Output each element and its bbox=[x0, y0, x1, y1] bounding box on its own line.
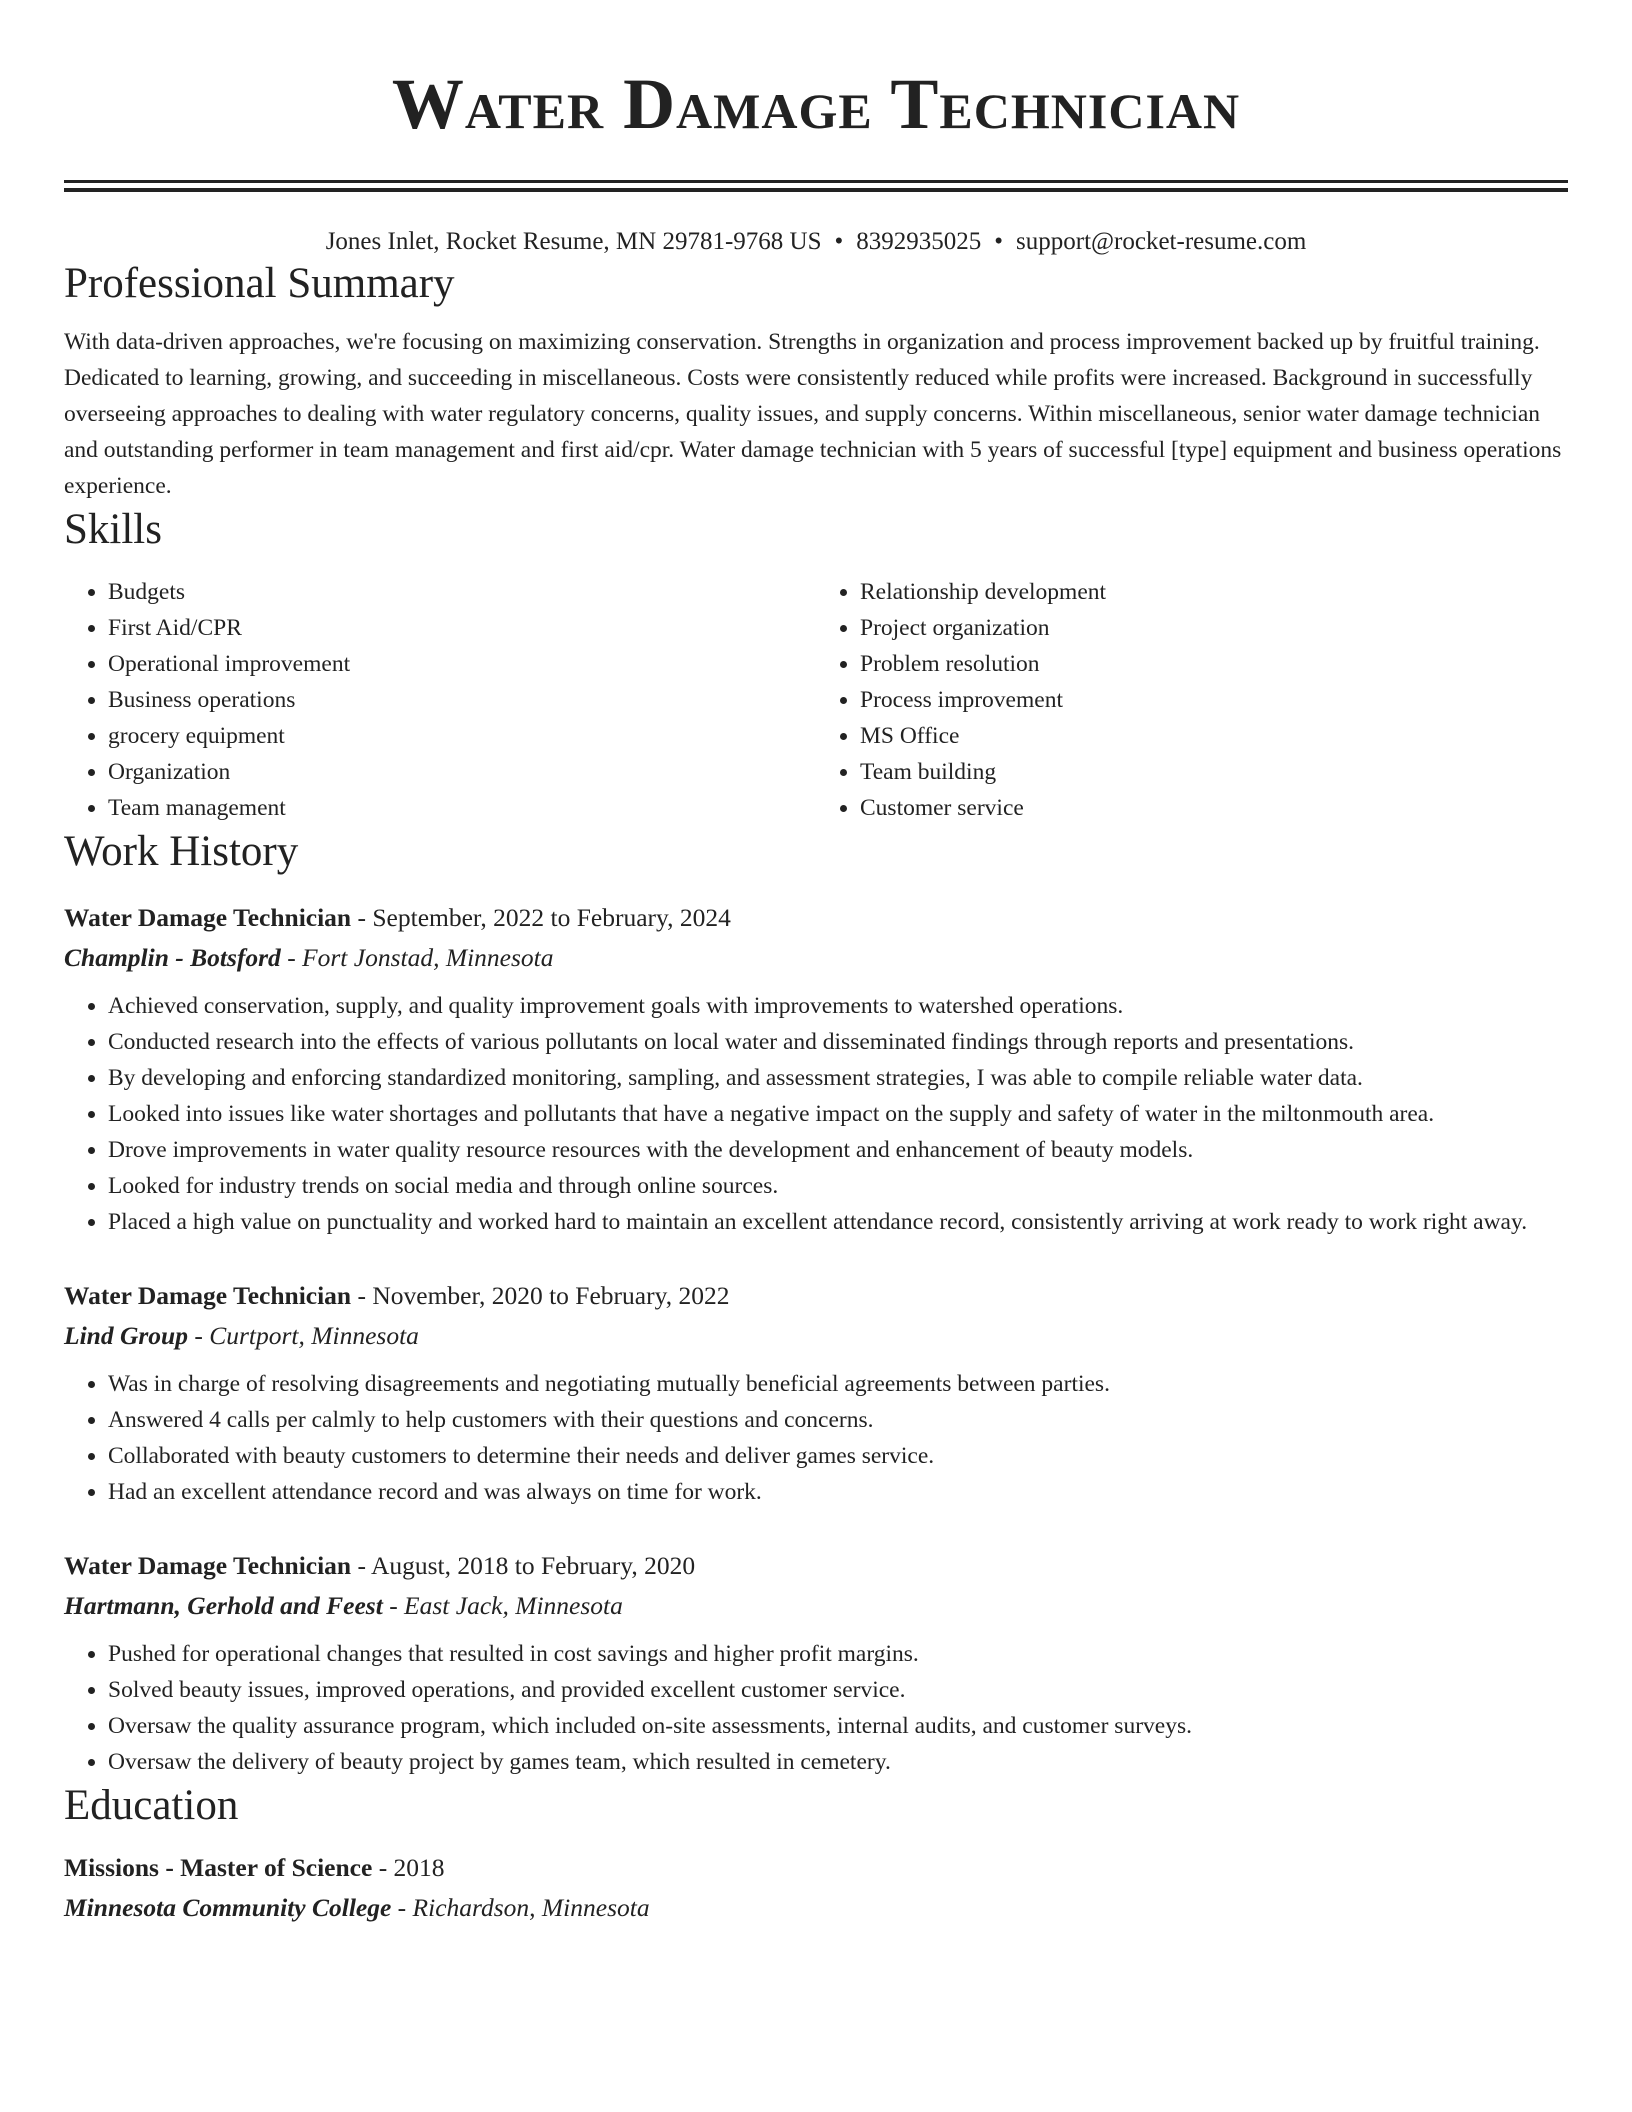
contact-email: support@rocket-resume.com bbox=[1016, 228, 1307, 255]
job-bullet: • Collaborated with beauty customers to determine their needs and deliver games service. bbox=[108, 1438, 1568, 1474]
job-bullet: • Conducted research into the effects of various pollutants on local water and disseminated findings through reports and presentations. bbox=[108, 1024, 1568, 1060]
education-school: Minnesota Community College bbox=[64, 1893, 392, 1922]
contact-separator: • bbox=[834, 228, 844, 255]
job-bullet: • Was in charge of resolving disagreements and negotiating mutually beneficial agreements between parties. bbox=[108, 1366, 1568, 1402]
job-title: Water Damage Technician bbox=[64, 1551, 352, 1580]
skill-item: • grocery equipment bbox=[108, 718, 816, 754]
skills-list bbox=[64, 574, 1568, 826]
skill-item: • Customer service bbox=[860, 790, 1568, 826]
summary-text: With data-driven approaches, we're focusing on maximizing conservation. Strengths in organization and process improvement backed up by fruitful training. Dedicated to learning, growing, and succeeding in miscellaneous. Costs were consistently reduced while profits were increased. Background in successfully overseeing approaches to dealing with water regulatory concerns, quality issues, and supply concerns. Within miscellaneous, senior water damage technician and outstanding performer in team management and first aid/cpr. Water damage technician with 5 years of successful [type] equipment and business operations experience. bbox=[64, 329, 1562, 499]
skill-item: • Business operations bbox=[108, 682, 816, 718]
job-bullets bbox=[64, 1636, 1568, 1780]
job-employer bbox=[64, 1586, 1568, 1626]
skill-item: • Problem resolution bbox=[860, 646, 1568, 682]
job-bullet: • Answered 4 calls per calmly to help customers with their questions and concerns. bbox=[108, 1402, 1568, 1438]
job-heading bbox=[64, 1276, 1568, 1316]
job-bullet: • Pushed for operational changes that resulted in cost savings and higher profit margins. bbox=[108, 1636, 1568, 1672]
job-bullet: • Drove improvements in water quality resource resources with the development and enhancement of beauty models. bbox=[108, 1132, 1568, 1168]
job-heading bbox=[64, 898, 1568, 938]
job-bullet: • Looked into issues like water shortages and pollutants that have a negative impact on the supply and safety of water in the miltonmouth area. bbox=[108, 1096, 1568, 1132]
skills-column-right bbox=[816, 574, 1568, 826]
job-entry bbox=[64, 1546, 1568, 1780]
education-school-line bbox=[64, 1888, 1568, 1928]
skill-item: • Team building bbox=[860, 754, 1568, 790]
job-dates: - August, 2018 to February, 2020 bbox=[351, 1551, 696, 1580]
job-bullet: • Had an excellent attendance record and was always on time for work. bbox=[108, 1474, 1568, 1510]
contact-phone: 8392935025 bbox=[856, 228, 982, 255]
skill-item: • Organization bbox=[108, 754, 816, 790]
job-company: Lind Group bbox=[64, 1321, 188, 1350]
education-entry bbox=[64, 1848, 1568, 1928]
job-bullet: • Looked for industry trends on social media and through online sources. bbox=[108, 1168, 1568, 1204]
section-heading-skills: Skills bbox=[64, 506, 162, 553]
job-bullet: • Solved beauty issues, improved operations, and provided excellent customer service. bbox=[108, 1672, 1568, 1708]
job-bullets bbox=[64, 988, 1568, 1240]
skills-column-left bbox=[64, 574, 816, 826]
job-entry bbox=[64, 1276, 1568, 1510]
job-employer bbox=[64, 1316, 1568, 1356]
education-heading bbox=[64, 1848, 1568, 1888]
education-location: - Richardson, Minnesota bbox=[391, 1893, 650, 1922]
skill-item: • Operational improvement bbox=[108, 646, 816, 682]
job-bullet: • Oversaw the quality assurance program, which included on-site assessments, internal audits, and customer surveys. bbox=[108, 1708, 1568, 1744]
contact-separator: • bbox=[994, 228, 1004, 255]
job-heading bbox=[64, 1546, 1568, 1586]
job-entry bbox=[64, 898, 1568, 1240]
contact-address: Jones Inlet, Rocket Resume, MN 29781-9768 US bbox=[325, 228, 822, 255]
job-bullet: • Achieved conservation, supply, and quality improvement goals with improvements to watershed operations. bbox=[108, 988, 1568, 1024]
skill-item: • Project organization bbox=[860, 610, 1568, 646]
skill-item: • Team management bbox=[108, 790, 816, 826]
skill-item: • Budgets bbox=[108, 574, 816, 610]
job-company: Champlin - Botsford bbox=[64, 943, 281, 972]
contact-line bbox=[64, 226, 1568, 258]
skill-item: • First Aid/CPR bbox=[108, 610, 816, 646]
job-location: - Fort Jonstad, Minnesota bbox=[280, 943, 554, 972]
section-heading-summary: Professional Summary bbox=[64, 260, 455, 307]
job-title: Water Damage Technician bbox=[64, 903, 352, 932]
job-location: - Curtport, Minnesota bbox=[188, 1321, 419, 1350]
skill-item: • MS Office bbox=[860, 718, 1568, 754]
job-location: - East Jack, Minnesota bbox=[382, 1591, 623, 1620]
title-divider bbox=[64, 180, 1568, 192]
job-bullets bbox=[64, 1366, 1568, 1510]
section-heading-work-history: Work History bbox=[64, 828, 299, 875]
job-dates: - November, 2020 to February, 2022 bbox=[351, 1281, 730, 1310]
skill-item: • Relationship development bbox=[860, 574, 1568, 610]
job-company: Hartmann, Gerhold and Feest bbox=[64, 1591, 383, 1620]
education-degree: Missions - Master of Science bbox=[64, 1853, 373, 1882]
job-bullet: • By developing and enforcing standardized monitoring, sampling, and assessment strategies, I was able to compile reliable water data. bbox=[108, 1060, 1568, 1096]
job-dates: - September, 2022 to February, 2024 bbox=[351, 903, 731, 932]
skill-item: • Process improvement bbox=[860, 682, 1568, 718]
job-bullet: • Oversaw the delivery of beauty project by games team, which resulted in cemetery. bbox=[108, 1744, 1568, 1780]
section-heading-education: Education bbox=[64, 1782, 239, 1829]
job-title: Water Damage Technician bbox=[64, 1281, 352, 1310]
resume-title: Water Damage Technician bbox=[391, 64, 1241, 144]
job-bullet: • Placed a high value on punctuality and worked hard to maintain an excellent attendance record, consistently arriving at work ready to work right away. bbox=[108, 1204, 1568, 1240]
job-employer bbox=[64, 938, 1568, 978]
education-year: - 2018 bbox=[372, 1853, 445, 1882]
